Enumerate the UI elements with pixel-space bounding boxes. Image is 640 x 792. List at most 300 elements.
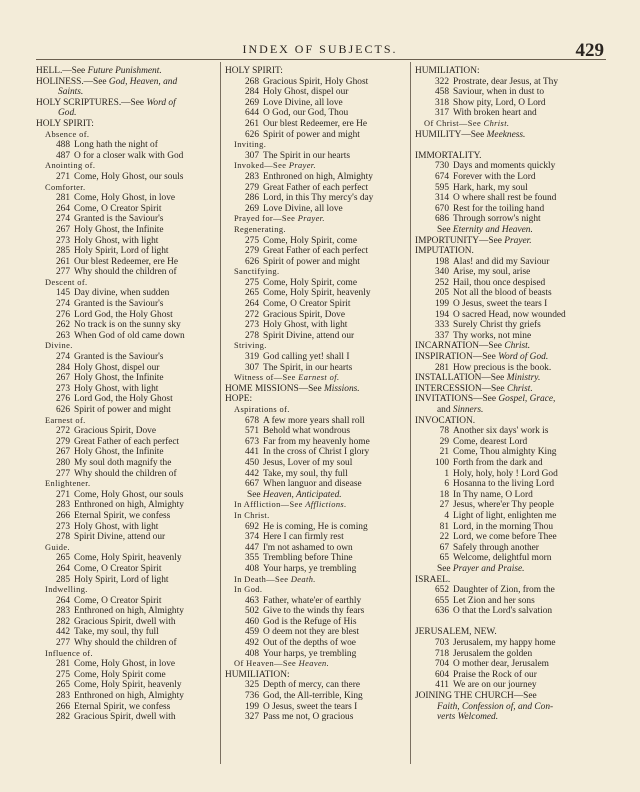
index-entry [36, 469, 228, 480]
entry-text: HUMILIATION: [415, 66, 480, 76]
index-spacer [415, 140, 607, 151]
index-entry [225, 447, 417, 458]
entry-text: Anointing of. [45, 161, 96, 171]
page-number: 429 [575, 40, 604, 61]
index-entry [225, 172, 417, 183]
index-entry [225, 310, 417, 321]
entry-text: Holy Ghost, the Infinite [74, 373, 164, 384]
cross-reference: Gospel, Grace, [498, 394, 556, 405]
hymn-number: 283 [55, 691, 70, 702]
index-entry [415, 77, 607, 88]
entry-text: Eternal Spirit, we confess [74, 701, 171, 712]
index-entry [225, 183, 417, 194]
index-entry [415, 320, 607, 331]
index-subheading [225, 341, 417, 352]
entry-text: and [437, 405, 453, 415]
entry-text: Spirit of power and might [74, 405, 171, 415]
index-subheading [415, 119, 607, 130]
entry-text: Love Divine, all love [263, 97, 343, 108]
hymn-number: 307 [244, 362, 259, 373]
hymn-number: 265 [244, 288, 259, 299]
index-entry [415, 543, 607, 554]
entry-text: Lord God, the Holy Ghost [74, 309, 173, 320]
entry-text: Come, O Creator Spirit [74, 595, 162, 606]
index-entry [225, 469, 417, 480]
entry-text: Come, Holy Spirit, heavenly [74, 680, 182, 691]
hymn-number: 281 [55, 193, 70, 204]
hymn-number: 673 [244, 436, 259, 447]
index-subheading [225, 511, 417, 522]
entry-text: Spirit Divine, attend our [74, 532, 166, 543]
entry-text: Lord, in this Thy mercy's day [263, 193, 374, 204]
index-entry [36, 691, 228, 702]
index-heading [415, 130, 607, 141]
entry-text: IMMORTALITY. [415, 150, 482, 161]
index-entry [415, 596, 607, 607]
entry-text: Spirit Divine, attend our [263, 330, 355, 341]
hymn-number: 442 [55, 627, 70, 638]
entry-text: Alas! and did my Saviour [453, 256, 550, 267]
hymn-number: 703 [434, 638, 449, 649]
entry-text: Divine. [45, 341, 73, 351]
index-entry [415, 553, 607, 564]
entry-text: INSTALLATION—See [415, 373, 507, 384]
entry-text: Of Heaven—See [234, 659, 299, 669]
hymn-number: 284 [55, 362, 70, 373]
index-entry [36, 363, 228, 374]
entry-text: Jerusalem the golden [453, 648, 533, 659]
index-entry [36, 627, 228, 638]
index-entry [415, 458, 607, 469]
entry-text: Holy Ghost, with light [74, 521, 159, 532]
entry-text: Rest for the toiling hand [453, 203, 545, 214]
entry-text: IMPORTUNITY—See [415, 235, 505, 246]
index-heading [415, 394, 607, 405]
index-continuation [415, 712, 607, 723]
index-heading [415, 246, 607, 257]
index-entry [36, 384, 228, 395]
index-spacer [415, 617, 607, 628]
index-entry [36, 659, 228, 670]
entry-text: See [247, 489, 263, 500]
hymn-number: 100 [434, 457, 449, 468]
entry-text: With broken heart and [453, 108, 537, 119]
entry-text: Come, Holy Ghost, in love [74, 193, 176, 204]
index-entry [225, 77, 417, 88]
entry-text: Take, my soul, thy full [263, 468, 348, 479]
entry-text: Daughter of Zion, from the [453, 585, 555, 596]
hymn-number: 408 [244, 563, 259, 574]
entry-text: JERUSALEM, NEW. [415, 627, 497, 638]
hymn-number: 655 [434, 595, 449, 606]
hymn-number: 327 [244, 712, 259, 723]
cross-reference: Christ. [506, 383, 533, 394]
entry-text: Surely Christ thy griefs [453, 320, 541, 331]
index-entry [36, 426, 228, 437]
index-entry [415, 479, 607, 490]
hymn-number: 273 [55, 235, 70, 246]
index-entry [415, 204, 607, 215]
cross-reference: Saints. [58, 87, 84, 98]
index-entry [36, 373, 228, 384]
entry-text: In Christ. [234, 510, 270, 520]
hymn-number: 272 [244, 309, 259, 320]
entry-text: Holy Ghost, with light [74, 235, 159, 246]
entry-text: No track is on the sunny sky [74, 320, 181, 331]
entry-text: Witness of—See [234, 373, 299, 383]
index-entry [36, 680, 228, 691]
cross-reference: Heaven. [298, 659, 330, 669]
index-entry [36, 299, 228, 310]
entry-text: JOINING THE CHURCH—See [415, 691, 537, 702]
cross-reference: verts Welcomed. [437, 712, 499, 723]
entry-text: O God, our God, Thou [263, 108, 349, 119]
entry-text: Aspirations of. [234, 405, 290, 414]
entry-text: Love Divine, all love [263, 203, 343, 214]
index-entry [36, 172, 228, 183]
hymn-number: 274 [55, 214, 70, 225]
entry-text: HUMILITY—See [415, 129, 487, 140]
entry-text: God, the All-terrible, King [263, 691, 363, 702]
index-entry [415, 532, 607, 543]
index-entry [225, 193, 417, 204]
hymn-number: 325 [244, 680, 259, 691]
entry-text: Hark, hark, my soul [453, 182, 528, 193]
hymn-number: 279 [55, 436, 70, 447]
hymn-number: 667 [244, 479, 259, 490]
entry-text: Our blest Redeemer, ere He [263, 118, 368, 129]
entry-text: Hail, thou once despised [453, 277, 546, 288]
hymn-number: 266 [55, 510, 70, 521]
entry-text: Come, Holy Ghost, our souls [74, 489, 184, 500]
index-entry [36, 606, 228, 617]
hymn-number: 284 [244, 87, 259, 98]
entry-text: Come, Holy Spirit, come [263, 235, 358, 246]
hymn-number: 261 [55, 256, 70, 267]
entry-text: Show pity, Lord, O Lord [453, 97, 546, 108]
index-entry [36, 500, 228, 511]
index-entry [36, 214, 228, 225]
index-heading [415, 352, 607, 363]
index-subheading [36, 278, 228, 289]
index-entry [415, 363, 607, 374]
entry-text: Granted is the Saviour's [74, 352, 164, 363]
index-heading [415, 373, 607, 384]
index-entry [415, 511, 607, 522]
index-subheading [36, 585, 228, 596]
hymn-number: 450 [244, 457, 259, 468]
entry-text: INSPIRATION—See [415, 352, 499, 363]
index-continuation [415, 225, 607, 236]
hymn-number: 29 [439, 436, 449, 447]
index-heading [415, 627, 607, 638]
cross-reference: Prayer. [288, 161, 317, 171]
hymn-number: 441 [244, 447, 259, 458]
index-entry [225, 352, 417, 363]
entry-text: Saviour, when in dust to [453, 87, 545, 98]
index-entry [225, 130, 417, 141]
entry-text: Striving. [234, 341, 267, 351]
entry-text: Holy Ghost, the Infinite [74, 447, 164, 458]
entry-text: Regenerating. [234, 224, 286, 234]
entry-text: Pass me not, O gracious [263, 712, 354, 723]
entry-text: Come, Holy Spirit, come [263, 277, 358, 288]
index-entry [225, 426, 417, 437]
hymn-number: 267 [55, 373, 70, 384]
hymn-number: 286 [244, 193, 259, 204]
index-entry [36, 140, 228, 151]
index-entry [225, 288, 417, 299]
index-entry [36, 712, 228, 723]
index-entry [415, 447, 607, 458]
entry-text: Long hath the night of [74, 140, 158, 151]
index-entry [36, 575, 228, 586]
hymn-number: 145 [55, 288, 70, 299]
entry-text: Your harps, ye trembling [263, 648, 357, 659]
entry-text: Give to the winds thy fears [263, 606, 365, 617]
index-subheading [36, 543, 228, 554]
cross-reference: Sinners. [452, 405, 484, 415]
hymn-number: 674 [434, 171, 449, 182]
entry-text: Not all the blood of beasts [453, 288, 552, 299]
entry-text: Gracious Spirit, Dove [263, 309, 346, 320]
index-entry [36, 490, 228, 501]
hymn-number: 269 [244, 97, 259, 108]
entry-text: Welcome, delightful morn [453, 553, 552, 564]
entry-text: Why should the children of [74, 267, 177, 278]
index-entry [415, 310, 607, 321]
cross-reference: Christ. [483, 118, 510, 128]
entry-text: O sacred Head, now wounded [453, 309, 566, 320]
entry-text: In Affliction—See [234, 500, 306, 510]
cross-reference: Faith, Confession of, and Con- [437, 701, 554, 712]
index-entry [225, 522, 417, 533]
hymn-number: 273 [55, 521, 70, 532]
hymn-number: 278 [244, 330, 259, 341]
index-entry [225, 702, 417, 713]
entry-text: O Jesus, sweet the tears I [453, 299, 548, 310]
entry-text: My soul doth magnify the [74, 457, 172, 468]
entry-text: Safely through another [453, 542, 539, 553]
hymn-number: 273 [244, 320, 259, 331]
hymn-number: 626 [55, 405, 70, 415]
entry-text: Inviting. [234, 140, 267, 150]
hymn-number: 692 [244, 521, 259, 532]
index-entry [36, 458, 228, 469]
hymn-number: 264 [55, 595, 70, 606]
hymn-number: 194 [434, 309, 449, 320]
entry-text: O Jesus, sweet the tears I [263, 701, 358, 712]
entry-text: HOLY SPIRIT: [36, 118, 94, 129]
hymn-number: 1 [444, 468, 449, 479]
index-subheading [225, 140, 417, 151]
entry-text: O deem not they are blest [263, 627, 360, 638]
entry-text: Day divine, when sudden [74, 288, 170, 299]
index-entry [225, 119, 417, 130]
entry-text: Come, O Creator Spirit [74, 563, 162, 574]
entry-text: Spirit of power and might [263, 129, 360, 140]
hymn-number: 459 [244, 627, 259, 638]
index-entry [225, 649, 417, 660]
entry-text: Gracious Spirit, Dove [74, 426, 157, 437]
index-subheading [225, 214, 417, 225]
entry-text: The Spirit, in our hearts [263, 362, 353, 373]
hymn-number: 595 [434, 182, 449, 193]
index-entry [36, 236, 228, 247]
hymn-number: 458 [434, 87, 449, 98]
hymn-number: 252 [434, 277, 449, 288]
entry-text: Jerusalem, my happy home [453, 638, 556, 649]
hymn-number: 198 [434, 256, 449, 267]
entry-text: Great Father of each perfect [74, 436, 180, 447]
index-entry [36, 447, 228, 458]
hymn-number: 488 [55, 140, 70, 151]
index-heading [415, 151, 607, 162]
hymn-number: 269 [244, 203, 259, 214]
entry-text: HELL.—See [36, 66, 88, 76]
hymn-number: 276 [55, 394, 70, 405]
index-entry [225, 543, 417, 554]
hymn-number: 275 [244, 235, 259, 246]
hymn-number: 730 [434, 161, 449, 172]
hymn-number: 340 [434, 267, 449, 278]
hymn-number: 275 [55, 669, 70, 680]
entry-text: Lord, we come before Thee [453, 532, 557, 543]
hymn-number: 317 [434, 108, 449, 119]
index-entry [415, 161, 607, 172]
hymn-number: 274 [55, 352, 70, 363]
entry-text: Hosanna to the living Lord [453, 479, 555, 490]
entry-text: O where shall rest be found [453, 193, 557, 204]
index-subheading [225, 575, 417, 586]
entry-text: Trembling before Thine [263, 553, 353, 564]
entry-text: INVITATIONS—See [415, 394, 499, 405]
entry-text: O that the Lord's salvation [453, 606, 553, 617]
index-column-1 [36, 66, 228, 723]
hymn-number: 278 [55, 532, 70, 543]
index-subheading [225, 585, 417, 596]
entry-text: God calling yet! shall I [263, 352, 350, 363]
hymn-number: 571 [244, 426, 259, 437]
hymn-number: 277 [55, 638, 70, 649]
index-entry [415, 288, 607, 299]
index-entry [36, 670, 228, 681]
entry-text: Granted is the Saviour's [74, 299, 164, 310]
index-entry [415, 257, 607, 268]
hymn-number: 318 [434, 97, 449, 108]
index-continuation [415, 564, 607, 575]
index-entry [225, 320, 417, 331]
index-entry [225, 437, 417, 448]
entry-text: Praise the Rock of our [453, 669, 537, 680]
entry-text: Holy Ghost, with light [74, 383, 159, 394]
entry-text: Come, Holy Spirit, heavenly [263, 288, 371, 299]
index-entry [415, 638, 607, 649]
index-heading [36, 66, 228, 77]
hymn-number: 670 [434, 203, 449, 214]
entry-text: Thy works, not mine [453, 330, 532, 341]
hymn-number: 4 [444, 510, 449, 521]
index-entry [36, 193, 228, 204]
hymn-number: 678 [244, 415, 259, 426]
entry-text: Jesus, where'er Thy people [453, 500, 554, 511]
cross-reference: Word of [146, 97, 176, 108]
index-entry [225, 299, 417, 310]
index-entry [415, 98, 607, 109]
column-divider [220, 62, 221, 764]
index-subheading [225, 161, 417, 172]
header-rule [36, 59, 606, 60]
index-subheading [36, 161, 228, 172]
index-heading [415, 575, 607, 586]
entry-text: A few more years shall roll [263, 415, 365, 426]
entry-text: Of Christ—See [424, 118, 484, 128]
hymn-number: 199 [434, 299, 449, 310]
entry-text: Granted is the Saviour's [74, 214, 164, 225]
index-entry [36, 638, 228, 649]
entry-text: Holy Spirit, Lord of light [74, 246, 169, 257]
hymn-number: 355 [244, 553, 259, 564]
index-entry [415, 659, 607, 670]
index-heading [415, 66, 607, 77]
entry-text: Come, Holy Spirit come [74, 669, 166, 680]
entry-text: How precious is the book. [453, 362, 552, 373]
entry-text: In God. [234, 585, 263, 595]
index-entry [225, 108, 417, 119]
index-entry [415, 87, 607, 98]
entry-text: Prostrate, dear Jesus, at Thy [453, 76, 559, 87]
hymn-number: 487 [55, 150, 70, 161]
index-entry [225, 596, 417, 607]
index-entry [36, 151, 228, 162]
index-entry [36, 331, 228, 342]
index-entry [36, 320, 228, 331]
hymn-number: 205 [434, 288, 449, 299]
entry-text: Holy Ghost, with light [263, 320, 348, 331]
hymn-number: 492 [244, 638, 259, 649]
hymn-number: 333 [434, 320, 449, 331]
entry-text: Why should the children of [74, 468, 177, 479]
index-entry [415, 606, 607, 617]
hymn-number: 265 [55, 553, 70, 564]
entry-text: Light of light, enlighten me [453, 510, 557, 521]
entry-text: In Thy name, O Lord [453, 489, 533, 500]
index-heading [225, 394, 417, 405]
cross-reference: God, Heaven, and [108, 76, 178, 87]
index-column-2 [225, 66, 417, 723]
index-entry [225, 278, 417, 289]
index-entry [415, 680, 607, 691]
index-entry [36, 267, 228, 278]
hymn-number: 199 [244, 701, 259, 712]
index-entry [225, 691, 417, 702]
hymn-number: 285 [55, 574, 70, 585]
hymn-number: 442 [244, 468, 259, 479]
hymn-number: 282 [55, 712, 70, 723]
index-entry [415, 278, 607, 289]
cross-reference: Eternity and Heaven. [452, 224, 533, 235]
index-entry [225, 627, 417, 638]
entry-text: Absence of. [45, 129, 90, 139]
index-heading [415, 691, 607, 702]
index-entry [225, 87, 417, 98]
hymn-number: 264 [55, 563, 70, 574]
hymn-number: 374 [244, 532, 259, 543]
entry-text: Arise, my soul, arise [453, 267, 531, 278]
entry-text: Your harps, ye trembling [263, 563, 357, 574]
entry-text: Come, O Creator Spirit [74, 203, 162, 214]
hymn-number: 736 [244, 691, 259, 702]
